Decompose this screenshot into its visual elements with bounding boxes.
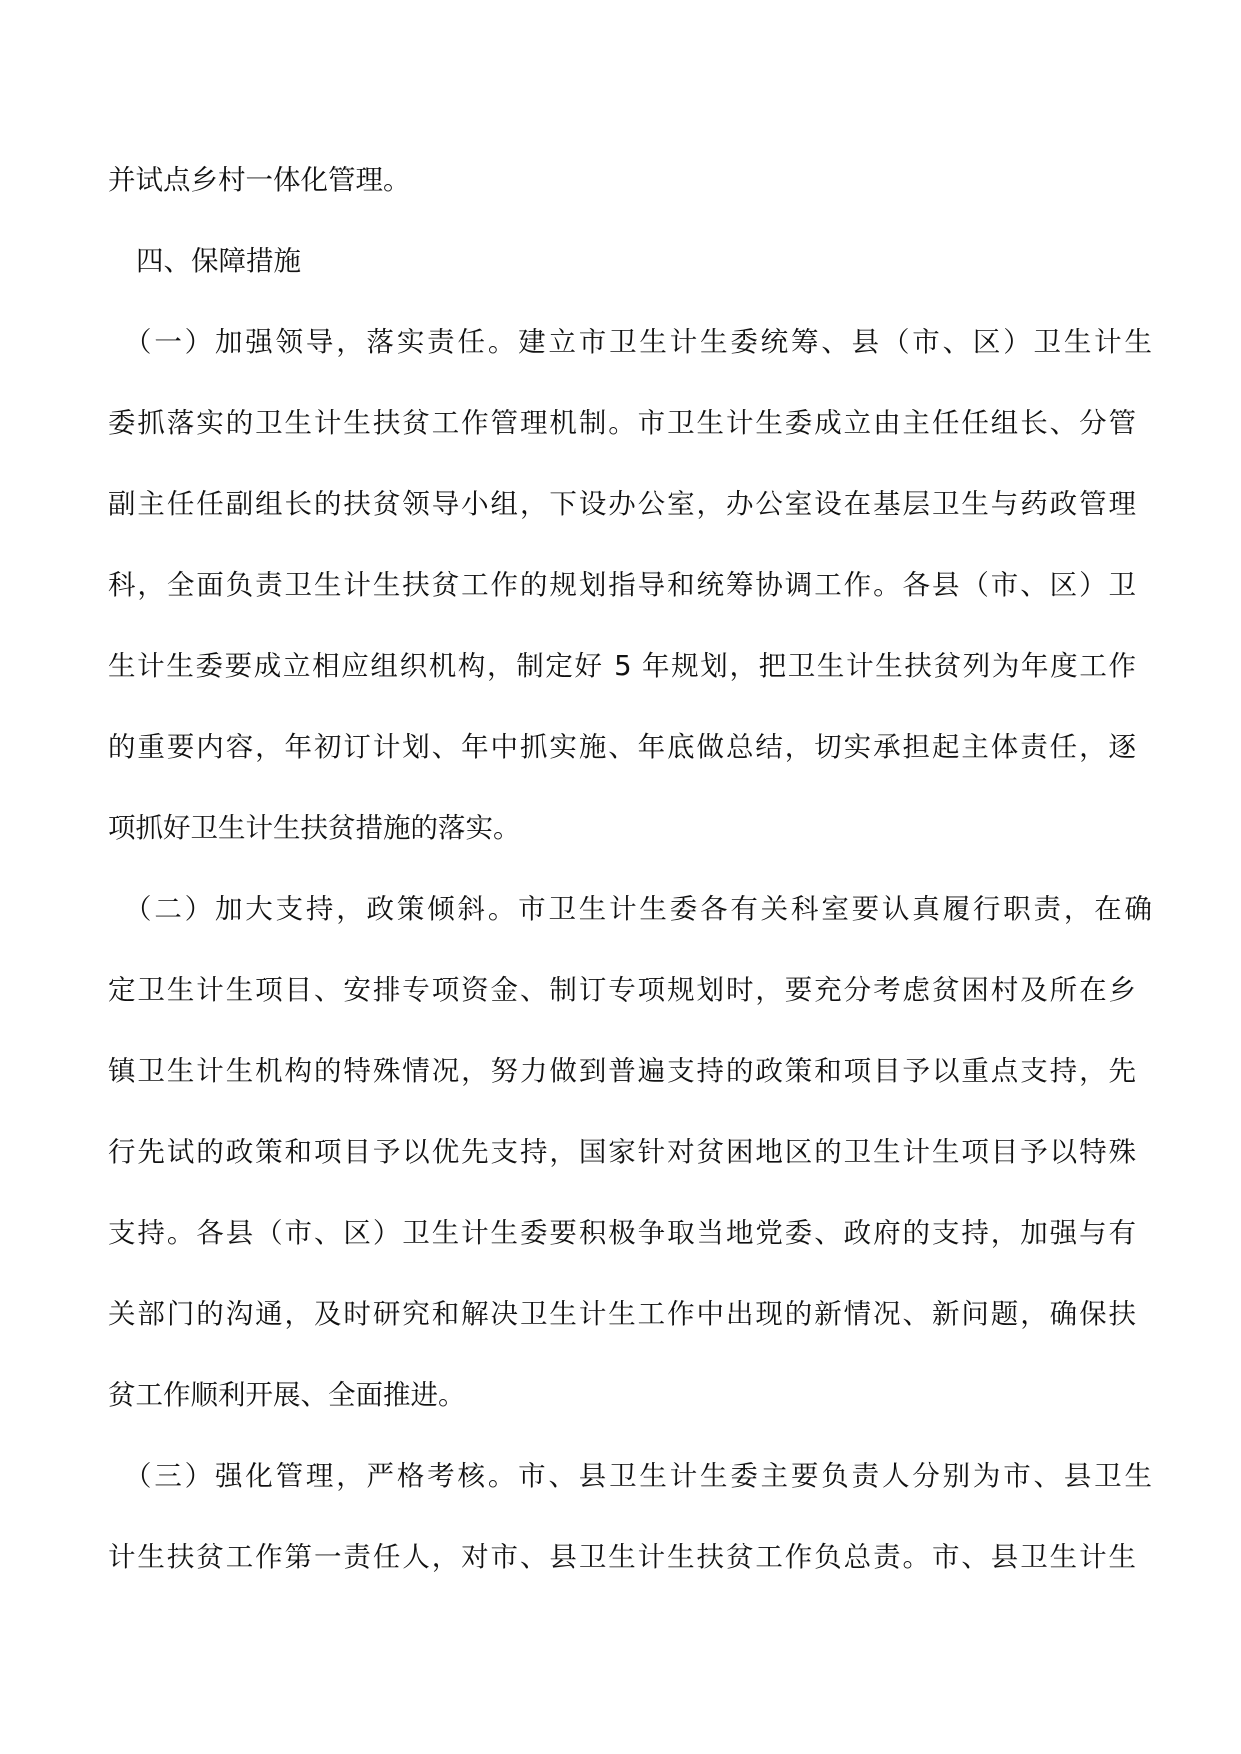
paragraph-line: 副主任任副组长的扶贫领导小组，下设办公室，办公室设在基层卫生与药政管理 xyxy=(108,488,1136,520)
paragraph-line: 支持。各县（市、区）卫生计生委要积极争取当地党委、政府的支持，加强与有 xyxy=(108,1217,1136,1249)
section-heading: 四、保障措施 xyxy=(136,245,301,277)
paragraph-line: 行先试的政策和项目予以优先支持，国家针对贫困地区的卫生计生项目予以特殊 xyxy=(108,1136,1136,1168)
paragraph-line: 委抓落实的卫生计生扶贫工作管理机制。市卫生计生委成立由主任任组长、分管 xyxy=(108,407,1136,439)
paragraph-line: 生计生委要成立相应组织机构，制定好 5 年规划，把卫生计生扶贫列为年度工作 xyxy=(108,650,1136,682)
paragraph-line: （三）强化管理，严格考核。市、县卫生计生委主要负责人分别为市、县卫生 xyxy=(124,1460,1152,1492)
paragraph-line: 的重要内容，年初订计划、年中抓实施、年底做总结，切实承担起主体责任，逐 xyxy=(108,731,1136,763)
document-body xyxy=(108,160,1152,1618)
paragraph-line: （一）加强领导，落实责任。建立市卫生计生委统筹、县（市、区）卫生计生 xyxy=(124,326,1152,358)
paragraph-line: 关部门的沟通，及时研究和解决卫生计生工作中出现的新情况、新问题，确保扶 xyxy=(108,1298,1136,1330)
paragraph-line: 贫工作顺利开展、全面推进。 xyxy=(108,1379,466,1411)
paragraph-line: 镇卫生计生机构的特殊情况，努力做到普遍支持的政策和项目予以重点支持，先 xyxy=(108,1055,1136,1087)
paragraph-line: 计生扶贫工作第一责任人，对市、县卫生计生扶贫工作负总责。市、县卫生计生 xyxy=(108,1541,1136,1573)
paragraph-line: 科，全面负责卫生计生扶贫工作的规划指导和统筹协调工作。各县（市、区）卫 xyxy=(108,569,1136,601)
paragraph-line: （二）加大支持，政策倾斜。市卫生计生委各有关科室要认真履行职责，在确 xyxy=(124,893,1152,925)
paragraph-line: 并试点乡村一体化管理。 xyxy=(108,164,411,196)
paragraph-line: 项抓好卫生计生扶贫措施的落实。 xyxy=(108,812,521,844)
paragraph-line: 定卫生计生项目、安排专项资金、制订专项规划时，要充分考虑贫困村及所在乡 xyxy=(108,974,1136,1006)
